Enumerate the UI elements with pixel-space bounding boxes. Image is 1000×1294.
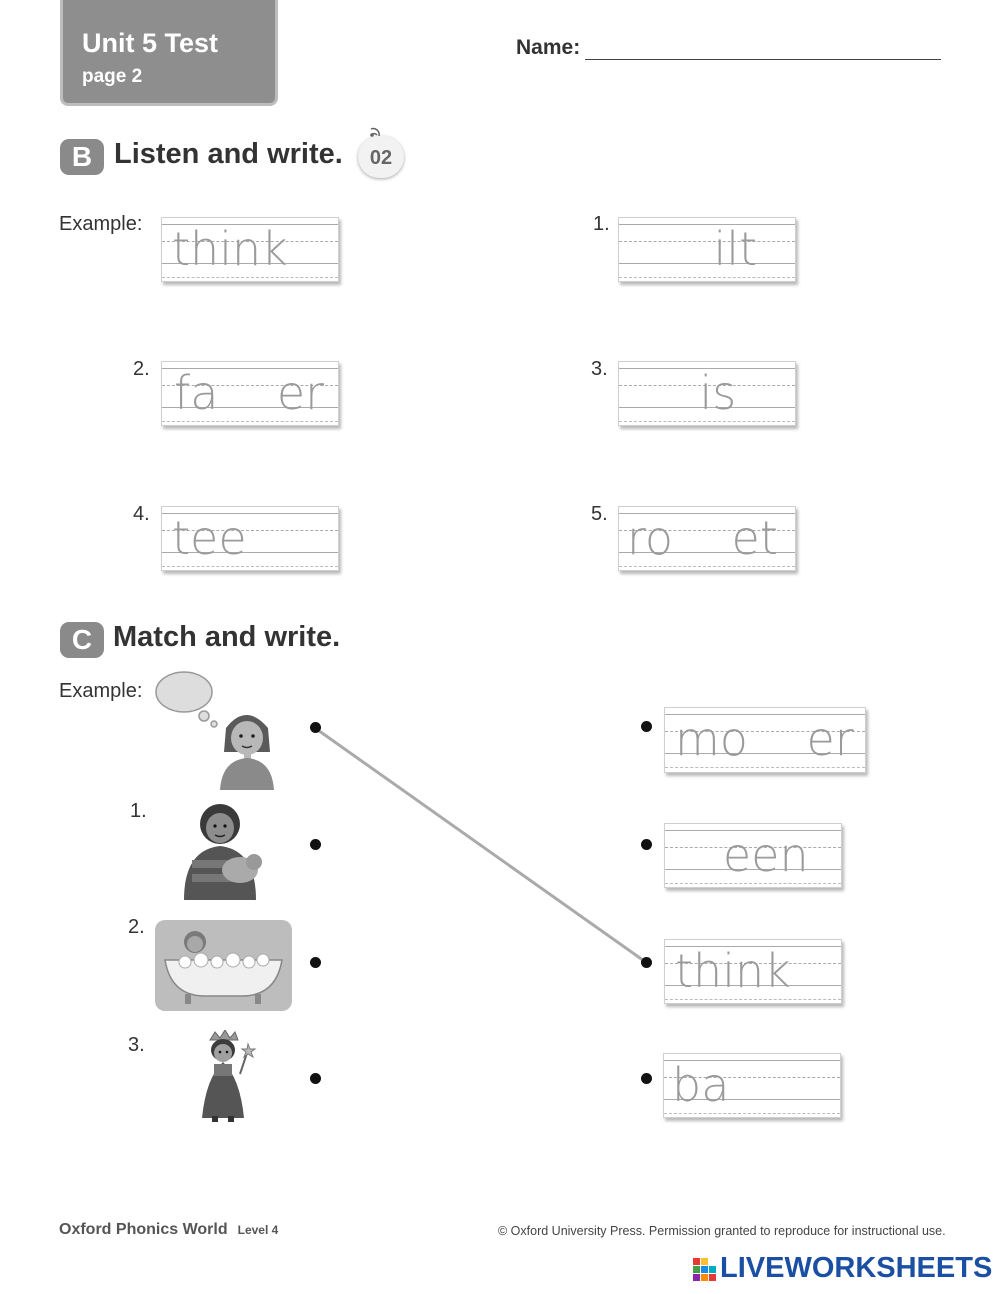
queen-with-wand-picture bbox=[190, 1030, 260, 1124]
traced-word: think bbox=[675, 944, 791, 998]
item-label: 3. bbox=[591, 358, 608, 380]
match-dot-left[interactable] bbox=[310, 957, 321, 968]
traced-word: tee bbox=[172, 511, 247, 565]
item-label: 1. bbox=[130, 800, 147, 822]
traced-word: mo er bbox=[675, 712, 854, 766]
match-dot-right[interactable] bbox=[641, 957, 652, 968]
match-dot-left[interactable] bbox=[310, 722, 321, 733]
traced-word: een bbox=[679, 828, 809, 882]
level-label: Level 4 bbox=[237, 1223, 279, 1237]
writing-box[interactable] bbox=[664, 939, 842, 1004]
section-c-badge: C bbox=[60, 622, 104, 658]
match-dot-left[interactable] bbox=[310, 1073, 321, 1084]
audio-track-button[interactable]: 02 bbox=[358, 136, 404, 178]
item-label: 5. bbox=[591, 503, 608, 525]
traced-word: think bbox=[172, 222, 288, 276]
writing-box[interactable] bbox=[664, 707, 866, 773]
copyright-notice: © Oxford University Press. Permission granted to reproduce for instructional use. bbox=[498, 1224, 946, 1238]
page-label: page 2 bbox=[82, 66, 143, 87]
item-label: 1. bbox=[593, 213, 610, 235]
liveworksheets-logo-icon bbox=[693, 1258, 717, 1282]
traced-word: fa er bbox=[174, 366, 325, 420]
section-b-badge: B bbox=[60, 139, 104, 175]
example-match-line bbox=[315, 728, 647, 963]
girl-in-bathtub-picture bbox=[155, 920, 292, 1011]
name-label: Name: bbox=[516, 36, 581, 59]
girl-thinking-picture bbox=[154, 666, 284, 790]
brand-name: Oxford Phonics World bbox=[59, 1221, 228, 1238]
traced-word: is bbox=[641, 366, 737, 420]
match-dot-right[interactable] bbox=[641, 721, 652, 732]
section-b-title: Listen and write. bbox=[114, 138, 343, 170]
item-label: 2. bbox=[128, 916, 145, 938]
writing-box[interactable] bbox=[664, 823, 842, 888]
traced-word: ilt bbox=[655, 222, 758, 276]
match-dot-right[interactable] bbox=[641, 1073, 652, 1084]
item-label: Example: bbox=[59, 213, 143, 235]
section-c-title: Match and write. bbox=[113, 621, 341, 653]
liveworksheets-watermark[interactable]: LIVEWORKSHEETS bbox=[720, 1252, 993, 1284]
item-label: 3. bbox=[128, 1034, 145, 1056]
footer-brand bbox=[59, 1221, 278, 1239]
mother-with-baby-picture bbox=[162, 800, 292, 900]
traced-word: ro et bbox=[627, 511, 778, 565]
item-label: 4. bbox=[133, 503, 150, 525]
match-dot-right[interactable] bbox=[641, 839, 652, 850]
traced-word: ba bbox=[672, 1058, 730, 1112]
match-dot-left[interactable] bbox=[310, 839, 321, 850]
item-label: 2. bbox=[133, 358, 150, 380]
unit-title: Unit 5 Test bbox=[82, 28, 219, 58]
item-label: Example: bbox=[59, 680, 143, 702]
writing-box[interactable] bbox=[663, 1053, 841, 1118]
